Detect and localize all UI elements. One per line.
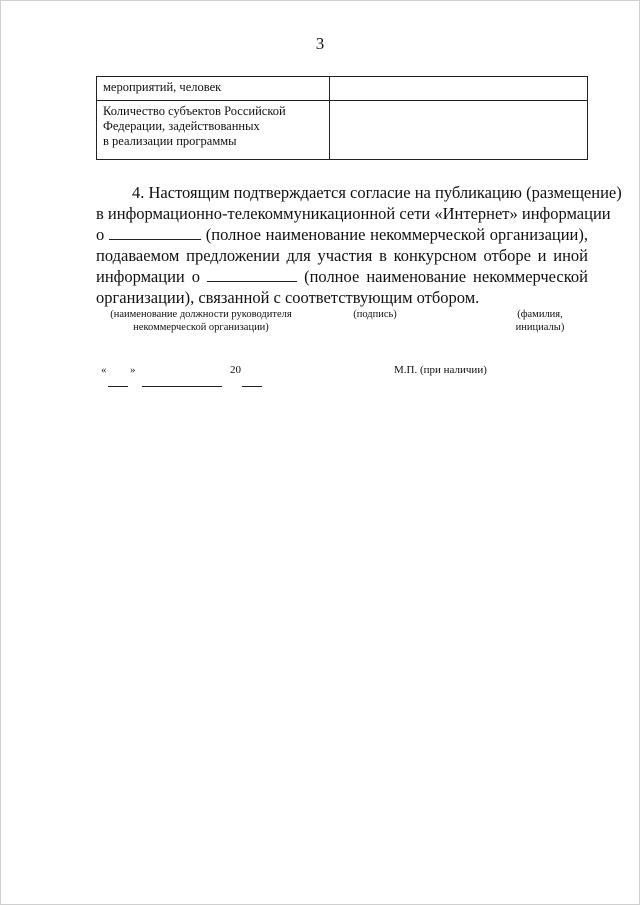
consent-text: о [96, 225, 105, 244]
consent-line: в информационно-телекоммуникационной сети «Интернет» информации [96, 204, 611, 223]
consent-line: организации), связанной с соответствующим отбором. [96, 288, 480, 307]
name-caption [508, 308, 572, 334]
label-line: Количество субъектов Российской [103, 104, 286, 118]
caption-line: (фамилия, [517, 309, 563, 320]
label-line: Федерации, задействованных [103, 119, 260, 133]
month-blank[interactable] [142, 386, 222, 387]
blank-field[interactable] [207, 267, 297, 282]
table-cell-label [97, 101, 330, 160]
consent-line: 4. Настоящим подтверждается согласие на публикацию (размещение) [132, 183, 622, 202]
caption-line: инициалы) [515, 322, 565, 333]
consent-text: (полное наименование некоммерческой [304, 267, 588, 286]
form-table [96, 76, 588, 160]
consent-line: подаваемом предложении для участия в конкурсном отборе и иной [96, 246, 588, 265]
consent-text: (полное наименование некоммерческой организации), [205, 225, 589, 244]
consent-text: информации о [96, 267, 201, 286]
stamp-label: М.П. (при наличии) [394, 364, 487, 376]
year-blank[interactable] [242, 386, 262, 387]
caption-line: некоммерческой организации) [133, 322, 269, 333]
consent-line [96, 266, 588, 287]
caption-line: (наименование должности руководителя [110, 309, 292, 320]
date-close-quote: » [130, 364, 136, 376]
position-caption [96, 308, 306, 334]
date-year-prefix: 20 [230, 364, 241, 376]
table-cell-label: мероприятий, человек [97, 77, 330, 101]
table-cell-value[interactable] [330, 77, 588, 101]
signature-caption: (подпись) [353, 309, 397, 320]
day-blank[interactable] [108, 386, 128, 387]
consent-line [96, 224, 588, 245]
label-line: в реализации программы [103, 134, 237, 148]
date-open-quote: « [101, 364, 107, 376]
blank-field[interactable] [109, 225, 201, 240]
consent-paragraph [96, 182, 622, 308]
table-row [97, 101, 588, 160]
page-number: 3 [315, 34, 325, 53]
table-cell-value[interactable] [330, 101, 588, 160]
table-row [97, 77, 588, 101]
